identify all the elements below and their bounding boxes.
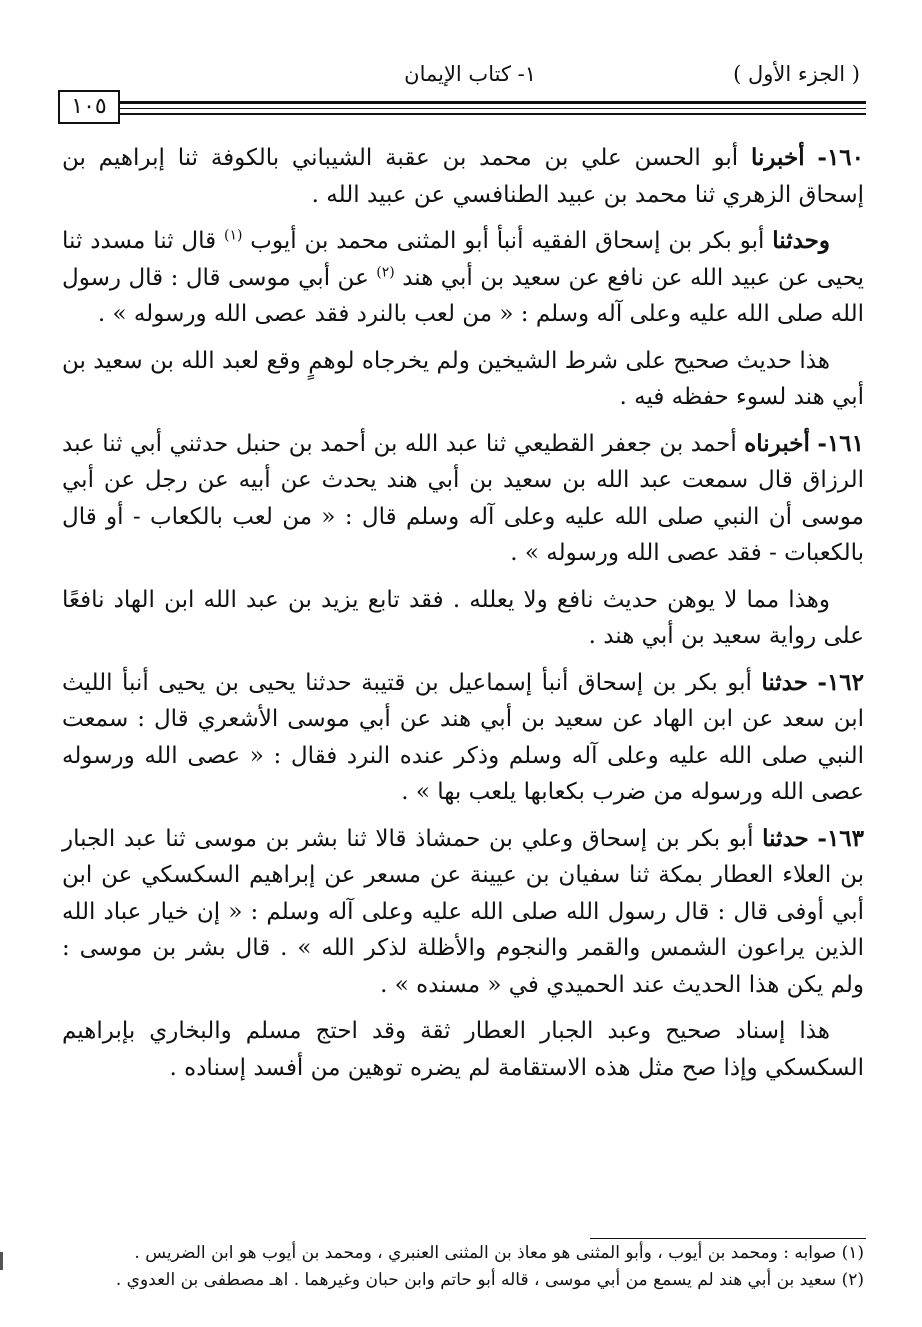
hadith-text: أحمد بن جعفر القطيعي ثنا عبد الله بن أحمد بن حنبل حدثني أبي ثنا عبد الرزاق قال سمعت عبد الله بن سعيد بن أبي هند يحدث عن أبيه عن رجل عن أبي موسى أن النبي صلى الله عليه وعلى آله وسلم قال : « من لعب بالكعاب - أو قال بالكعبات - فقد عصى الله ورسوله » . bbox=[62, 430, 864, 566]
hadith-lead: أخبرناه bbox=[744, 429, 810, 457]
main-text bbox=[62, 140, 864, 1096]
commentary-paragraph bbox=[62, 1013, 864, 1086]
hadith-161 bbox=[62, 426, 864, 572]
hadith-lead: أخبرنا bbox=[750, 144, 805, 171]
hadith-text: عن أبي موسى قال : قال رسول الله صلى الله عليه وعلى آله وسلم : « من لعب بالنرد فقد عصى الله ورسوله » . bbox=[62, 264, 864, 327]
footnote-marker: (٢) bbox=[841, 1270, 864, 1290]
hadith-lead: حدثنا bbox=[762, 824, 809, 852]
footnote-separator bbox=[590, 1238, 866, 1239]
hadith-text: أبو بكر بن إسحاق وعلي بن حمشاذ قالا ثنا بشر بن موسى ثنا عبد الجبار بن العلاء العطار بمكة ثنا سفيان بن عيينة عن مسعر عن إبراهيم السكسكي عن ابن أبي أوفى قال : قال رسول الله صلى الله عليه وعلى آله وسلم : « إن خيار عباد الله الذين يراعون الشمس والقمر والنجوم والأظلة لذكر الله » . قال بشر بن موسى : ولم يكن هذا الحديث عند الحميدي في « مسنده » . bbox=[62, 825, 864, 998]
hadith-number: ١٦١- bbox=[817, 429, 864, 457]
hadith-lead: وحدثنا bbox=[772, 227, 830, 254]
hadith-text: أبو بكر بن إسحاق الفقيه أنبأ أبو المثنى محمد بن أيوب bbox=[242, 228, 773, 254]
footnote-1 bbox=[62, 1240, 864, 1267]
footnote-2 bbox=[62, 1267, 864, 1294]
footnote-ref-1[interactable]: (١) bbox=[223, 227, 243, 244]
hadith-text: أبو بكر بن إسحاق أنبأ إسماعيل بن قتيبة حدثنا يحيى بن يحيى أنبأ الليث ابن سعد عن ابن الهاد عن سعيد بن أبي هند عن أبي موسى الأشعري قال : سمعت النبي صلى الله عليه وعلى آله وسلم وذكر عنده النرد فقال : « عصى الله ورسوله عصى الله ورسوله من ضرب بكعابها يلعب بها » . bbox=[62, 669, 864, 805]
commentary-text: هذا إسناد صحيح وعبد الجبار العطار ثقة وقد احتج مسلم والبخاري بإبراهيم السكسكي وإذا صح مثل هذه الاستقامة لم يضره توهين من أفسد إسناده . bbox=[62, 1018, 864, 1081]
hadith-163 bbox=[62, 821, 864, 1004]
header-rule bbox=[120, 108, 866, 109]
volume-label: ( الجزء الأول ) bbox=[733, 62, 860, 86]
hadith-lead: حدثنا bbox=[761, 668, 808, 696]
hadith-number: ١٦٢- bbox=[817, 668, 865, 696]
hadith-text: قال ثنا مسدد ثنا يحيى عن عبيد الله عن نافع عن سعيد بن أبي هند bbox=[62, 228, 864, 291]
hadith-160 bbox=[62, 140, 864, 213]
hadith-number: ١٦٣- bbox=[817, 824, 864, 852]
page-number: ١٠٥ bbox=[58, 90, 120, 124]
commentary-text: هذا حديث صحيح على شرط الشيخين ولم يخرجاه لوهمٍ وقع لعبد الله بن سعيد بن أبي هند لسوء حفظه فيه . bbox=[62, 347, 864, 410]
header-rule bbox=[120, 101, 866, 104]
hadith-number: ١٦٠- bbox=[817, 144, 864, 171]
isnad-paragraph bbox=[62, 223, 864, 333]
hadith-text: أبو الحسن علي بن محمد بن عقبة الشيباني بالكوفة ثنا إبراهيم بن إسحاق الزهري ثنا محمد بن عبيد الطنافسي عن عبيد الله . bbox=[62, 145, 864, 208]
book-title: ١- كتاب الإيمان bbox=[404, 62, 536, 86]
footnote-ref-2[interactable]: (٢) bbox=[376, 263, 395, 280]
header-rule bbox=[120, 113, 866, 115]
hadith-162 bbox=[62, 665, 864, 811]
footnote-text: صوابه : ومحمد بن أيوب ، وأبو المثنى هو معاذ بن المثنى العنبري ، ومحمد بن أيوب هو ابن الضريس . bbox=[134, 1243, 837, 1263]
scan-edge-mark bbox=[0, 1252, 3, 1270]
running-header bbox=[58, 58, 866, 98]
commentary-paragraph bbox=[62, 343, 864, 416]
footnotes bbox=[62, 1240, 864, 1294]
commentary-text: وهذا مما لا يوهن حديث نافع ولا يعلله . فقد تابع يزيد بن عبد الله ابن الهاد نافعًا على رواية سعيد بن أبي هند . bbox=[62, 586, 864, 649]
footnote-text: سعيد بن أبي هند لم يسمع من أبي موسى ، قاله أبو حاتم وابن حبان وغيرهما . اهـ مصطفى بن العدوي . bbox=[115, 1270, 837, 1290]
footnote-marker: (١) bbox=[841, 1243, 864, 1263]
commentary-paragraph bbox=[62, 582, 864, 655]
